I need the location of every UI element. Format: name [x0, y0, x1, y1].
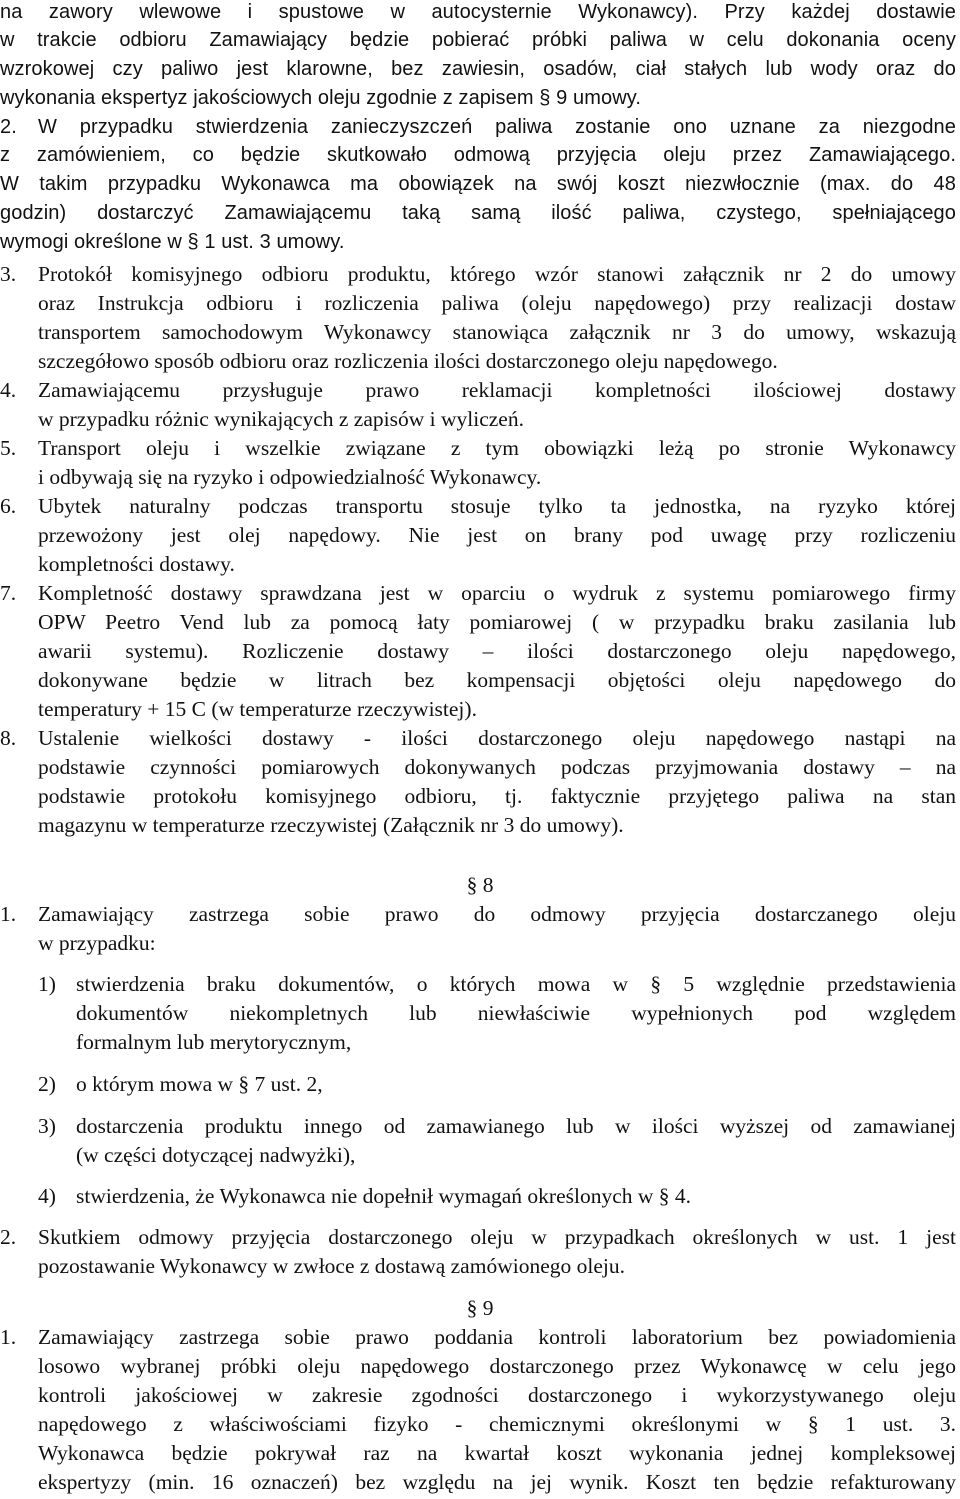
text-line [0, 1252, 956, 1281]
paragraph-text: podstawie czynności pomiarowych dokonywanych podczas przyjmowania dostawy – na [38, 755, 956, 779]
paragraph-text: i odbywają się na ryzyko i odpowiedzialność Wykonawcy. [38, 465, 542, 489]
text-line [0, 1141, 956, 1170]
paragraph-text: Wykonawca będzie pokrywał raz na kwartał koszt wykonania jednej kompleksowej [38, 1441, 956, 1465]
text-line [0, 55, 956, 84]
list-number: 7. [0, 581, 17, 605]
paragraph-text: szczegółowo sposób odbioru oraz rozliczenia ilości dostarczonego oleju napędowego. [38, 349, 778, 373]
paragraph-text: o którym mowa w § 7 ust. 2, [76, 1072, 323, 1096]
paragraph-text: losowo wybranej próbki oleju napędowego dostarczonego przez Wykonawcę w celu jego [38, 1354, 956, 1378]
text-line [0, 782, 956, 811]
paragraph-text: (w części dotyczącej nadwyżki), [76, 1143, 356, 1167]
text-line [0, 970, 956, 999]
text-line [0, 434, 956, 463]
paragraph-text: wymogi określone w § 1 ust. 3 umowy. [0, 231, 345, 253]
text-line [0, 405, 956, 434]
text-line [0, 260, 956, 289]
paragraph-text: wykonania ekspertyz jakościowych oleju zgodnie z zapisem § 9 umowy. [0, 87, 642, 109]
paragraph-text: Skutkiem odmowy przyjęcia dostarczonego oleju w przypadkach określonych w ust. 1 jest [38, 1225, 956, 1249]
list-number: 1. [0, 902, 17, 926]
paragraph-text: W przypadku stwierdzenia zanieczyszczeń paliwa zostanie ono uznane za niezgodne [38, 116, 956, 138]
paragraph-text: oraz Instrukcja odbioru i rozliczenia paliwa (oleju napędowego) przy realizacji dostaw [38, 291, 956, 315]
paragraph-text: ekspertyzy (min. 16 oznaczeń) bez względu na jej wynik. Koszt ten będzie refakturowany [38, 1470, 956, 1494]
list-number: 6. [0, 494, 17, 518]
paragraph-text: kompletności dostawy. [38, 552, 235, 576]
text-line [0, 695, 956, 724]
paragraph-text: temperatury + 15 C (w temperaturze rzeczywistej). [38, 697, 477, 721]
list-number: 8. [0, 726, 17, 750]
paragraph-text: stwierdzenia braku dokumentów, o których mowa w § 5 względnie przedstawienia [76, 972, 956, 996]
paragraph-text: na zawory wlewowe i spustowe w autocysternie Wykonawcy). Przy każdej dostawie [0, 1, 956, 23]
section-heading: § 9 [466, 1296, 494, 1320]
paragraph-text: formalnym lub merytorycznym, [76, 1030, 352, 1054]
text-line [0, 811, 956, 840]
list-number: 2. [0, 1225, 17, 1249]
text-line [0, 199, 956, 228]
paragraph-text: godzin) dostarczyć Zamawiającemu taką samą ilość paliwa, czystego, spełniającego [0, 202, 956, 224]
list-number: 1. [0, 1325, 17, 1349]
text-line [0, 228, 956, 257]
text-line [0, 929, 956, 958]
text-line [0, 1352, 956, 1381]
text-line [0, 521, 956, 550]
text-line [0, 1323, 956, 1352]
paragraph-text: OPW Peetro Vend lub za pomocą łaty pomiarowej ( w przypadku braku zasilania lub [38, 610, 956, 634]
section-heading: § 8 [466, 873, 494, 897]
paragraph-text: Kompletność dostawy sprawdzana jest w oparciu o wydruk z systemu pomiarowego firmy [38, 581, 956, 605]
paragraph-text: dostarczenia produktu innego od zamawianego lub w ilości wyższej od zamawianej [76, 1114, 956, 1138]
paragraph-text: awarii systemu). Rozliczenie dostawy – ilości dostarczonego oleju napędowego, [38, 639, 956, 663]
paragraph-text: w przypadku: [38, 931, 156, 955]
paragraph-text: Zamawiający zastrzega sobie prawo do odmowy przyjęcia dostarczanego oleju [38, 902, 956, 926]
paragraph-text: transportem samochodowym Wykonawcy stanowiąca załącznik nr 3 do umowy, wskazują [38, 320, 956, 344]
text-line [0, 1410, 956, 1439]
text-line [0, 1439, 956, 1468]
text-line [0, 1112, 956, 1141]
text-line [0, 289, 956, 318]
text-line [0, 1223, 956, 1252]
paragraph-text: Zamawiającemu przysługuje prawo reklamacji kompletności ilościowej dostawy [38, 378, 956, 402]
text-line [0, 318, 956, 347]
text-line [0, 376, 956, 405]
text-line [0, 753, 956, 782]
text-line [0, 550, 956, 579]
paragraph-text: dokonywane będzie w litrach bez kompensacji objętości oleju napędowego do [38, 668, 956, 692]
text-line [0, 999, 956, 1028]
list-number: 3) [38, 1114, 56, 1138]
paragraph-text: Transport oleju i wszelkie związane z tym obowiązki leżą po stronie Wykonawcy [38, 436, 956, 460]
text-line [0, 1182, 956, 1211]
text-line [0, 724, 956, 753]
text-line [0, 0, 956, 27]
paragraph-text: Zamawiający zastrzega sobie prawo poddania kontroli laboratorium bez powiadomienia [38, 1325, 956, 1349]
paragraph-text: magazynu w temperaturze rzeczywistej (Załącznik nr 3 do umowy). [38, 813, 624, 837]
text-line [0, 492, 956, 521]
list-number: 4) [38, 1184, 56, 1208]
text-line [0, 1468, 956, 1497]
list-number: 5. [0, 436, 17, 460]
paragraph-text: podstawie protokołu komisyjnego odbioru, tj. faktycznie przyjętego paliwa na stan [38, 784, 956, 808]
text-line [0, 113, 956, 142]
paragraph-text: z zamówieniem, co będzie skutkowało odmową przyjęcia oleju przez Zamawiającego. [0, 144, 956, 166]
text-line [0, 1070, 956, 1099]
paragraph-text: stwierdzenia, że Wykonawca nie dopełnił wymagań określonych w § 4. [76, 1184, 692, 1208]
list-number: 2. [0, 116, 17, 138]
text-line [0, 1028, 956, 1057]
text-line [0, 637, 956, 666]
list-number: 2) [38, 1072, 56, 1096]
text-line [0, 141, 956, 170]
paragraph-text: Protokół komisyjnego odbioru produktu, którego wzór stanowi załącznik nr 2 do umowy [38, 262, 956, 286]
text-line [0, 900, 956, 929]
paragraph-text: w przypadku różnic wynikających z zapisów i wyliczeń. [38, 407, 524, 431]
paragraph-text: kontroli jakościowej w zakresie zgodności dostarczonego i wykorzystywanego oleju [38, 1383, 956, 1407]
paragraph-text: przewożony jest olej napędowy. Nie jest on brany pod uwagę przy rozliczeniu [38, 523, 956, 547]
text-line [0, 170, 956, 199]
paragraph-text: pozostawanie Wykonawcy w zwłoce z dostawą zamówionego oleju. [38, 1254, 625, 1278]
text-line [0, 347, 956, 376]
paragraph-text: wzrokowej czy paliwo jest klarowne, bez zawiesin, osadów, ciał stałych lub wody oraz do [0, 58, 956, 80]
paragraph-text: dokumentów niekompletnych lub niewłaściwie wypełnionych pod względem [76, 1001, 956, 1025]
text-line [0, 666, 956, 695]
paragraph-text: w trakcie odbioru Zamawiający będzie pobierać próbki paliwa w celu dokonania oceny [0, 29, 956, 51]
text-line [0, 579, 956, 608]
text-line [0, 463, 956, 492]
text-line [0, 1381, 956, 1410]
paragraph-text: Ubytek naturalny podczas transportu stosuje tylko ta jednostka, na ryzyko której [38, 494, 956, 518]
paragraph-text: Ustalenie wielkości dostawy - ilości dostarczonego oleju napędowego nastąpi na [38, 726, 956, 750]
list-number: 1) [38, 972, 56, 996]
paragraph-text: napędowego z właściwościami fizyko - chemicznymi określonymi w § 1 ust. 3. [38, 1412, 956, 1436]
text-line [0, 26, 956, 55]
list-number: 4. [0, 378, 17, 402]
text-line [0, 608, 956, 637]
text-line [0, 84, 956, 113]
list-number: 3. [0, 262, 17, 286]
paragraph-text: W takim przypadku Wykonawca ma obowiązek na swój koszt niezwłocznie (max. do 48 [0, 173, 956, 195]
